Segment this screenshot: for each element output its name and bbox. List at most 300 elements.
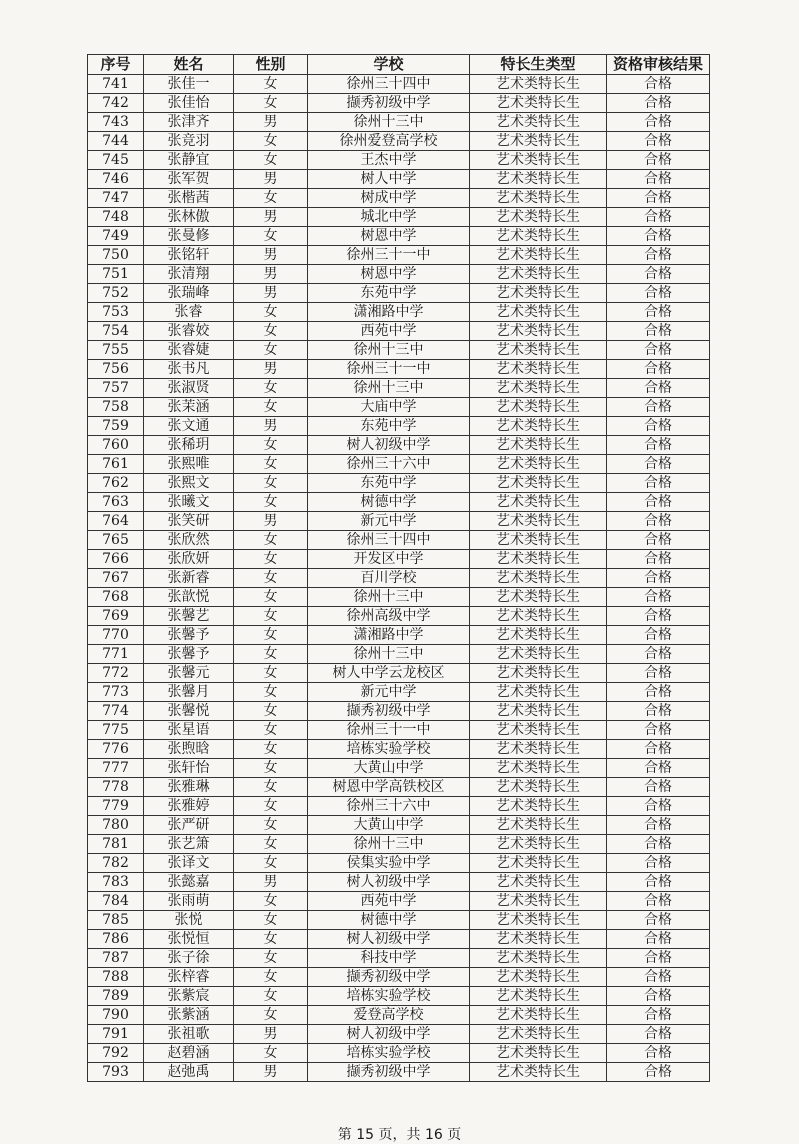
cell-type: 艺术类特长生 <box>470 208 607 227</box>
cell-seq: 777 <box>88 759 144 778</box>
table-row <box>88 455 710 474</box>
table-row <box>88 1006 710 1025</box>
cell-seq: 751 <box>88 265 144 284</box>
cell-name: 张睿姣 <box>144 322 234 341</box>
table-row <box>88 512 710 531</box>
cell-seq: 748 <box>88 208 144 227</box>
table-row <box>88 417 710 436</box>
cell-seq: 768 <box>88 588 144 607</box>
cell-name: 张欣然 <box>144 531 234 550</box>
table-row <box>88 816 710 835</box>
cell-name: 张笑研 <box>144 512 234 531</box>
cell-seq: 792 <box>88 1044 144 1063</box>
cell-gender: 女 <box>234 569 308 588</box>
cell-seq: 789 <box>88 987 144 1006</box>
cell-type: 艺术类特长生 <box>470 987 607 1006</box>
cell-gender: 男 <box>234 1063 308 1082</box>
cell-seq: 776 <box>88 740 144 759</box>
cell-gender: 女 <box>234 892 308 911</box>
cell-gender: 女 <box>234 683 308 702</box>
cell-school: 树恩中学 <box>308 227 470 246</box>
cell-gender: 女 <box>234 398 308 417</box>
cell-school: 徐州十三中 <box>308 835 470 854</box>
cell-type: 艺术类特长生 <box>470 113 607 132</box>
cell-type: 艺术类特长生 <box>470 759 607 778</box>
cell-school: 徐州爱登高学校 <box>308 132 470 151</box>
cell-gender: 女 <box>234 550 308 569</box>
cell-name: 张馨予 <box>144 645 234 664</box>
cell-school: 大黄山中学 <box>308 816 470 835</box>
cell-name: 张馨元 <box>144 664 234 683</box>
cell-result: 合格 <box>607 1063 710 1082</box>
cell-seq: 752 <box>88 284 144 303</box>
cell-name: 张歆悦 <box>144 588 234 607</box>
cell-gender: 女 <box>234 835 308 854</box>
cell-name: 张佳怡 <box>144 94 234 113</box>
cell-gender: 女 <box>234 588 308 607</box>
cell-result: 合格 <box>607 987 710 1006</box>
cell-seq: 775 <box>88 721 144 740</box>
table-row <box>88 797 710 816</box>
cell-gender: 男 <box>234 360 308 379</box>
cell-name: 张雨萌 <box>144 892 234 911</box>
table-row <box>88 626 710 645</box>
cell-gender: 女 <box>234 189 308 208</box>
cell-school: 东苑中学 <box>308 417 470 436</box>
cell-result: 合格 <box>607 303 710 322</box>
cell-gender: 女 <box>234 987 308 1006</box>
cell-name: 张艺箫 <box>144 835 234 854</box>
cell-result: 合格 <box>607 94 710 113</box>
table-row <box>88 949 710 968</box>
table-row <box>88 759 710 778</box>
cell-school: 爱登高学校 <box>308 1006 470 1025</box>
cell-name: 张轩怡 <box>144 759 234 778</box>
cell-name: 张睿 <box>144 303 234 322</box>
cell-gender: 女 <box>234 645 308 664</box>
cell-gender: 女 <box>234 379 308 398</box>
cell-gender: 女 <box>234 75 308 94</box>
cell-school: 潇湘路中学 <box>308 626 470 645</box>
cell-type: 艺术类特长生 <box>470 645 607 664</box>
cell-seq: 756 <box>88 360 144 379</box>
cell-type: 艺术类特长生 <box>470 531 607 550</box>
cell-name: 张楷茜 <box>144 189 234 208</box>
table-row <box>88 721 710 740</box>
cell-result: 合格 <box>607 721 710 740</box>
cell-seq: 778 <box>88 778 144 797</box>
cell-seq: 755 <box>88 341 144 360</box>
cell-name: 张新睿 <box>144 569 234 588</box>
cell-result: 合格 <box>607 322 710 341</box>
cell-type: 艺术类特长生 <box>470 607 607 626</box>
cell-name: 张馨予 <box>144 626 234 645</box>
cell-seq: 769 <box>88 607 144 626</box>
cell-name: 赵碧涵 <box>144 1044 234 1063</box>
cell-school: 树人初级中学 <box>308 436 470 455</box>
cell-type: 艺术类特长生 <box>470 322 607 341</box>
cell-name: 张严研 <box>144 816 234 835</box>
cell-type: 艺术类特长生 <box>470 1044 607 1063</box>
cell-gender: 女 <box>234 854 308 873</box>
cell-type: 艺术类特长生 <box>470 588 607 607</box>
cell-type: 艺术类特长生 <box>470 835 607 854</box>
cell-type: 艺术类特长生 <box>470 664 607 683</box>
cell-name: 张悦 <box>144 911 234 930</box>
cell-gender: 女 <box>234 151 308 170</box>
table-row <box>88 265 710 284</box>
cell-seq: 772 <box>88 664 144 683</box>
table-row <box>88 132 710 151</box>
cell-result: 合格 <box>607 246 710 265</box>
table-row <box>88 493 710 512</box>
cell-school: 徐州十三中 <box>308 588 470 607</box>
cell-gender: 女 <box>234 911 308 930</box>
cell-school: 徐州三十四中 <box>308 531 470 550</box>
cell-name: 张熙唯 <box>144 455 234 474</box>
cell-school: 树人中学 <box>308 170 470 189</box>
cell-type: 艺术类特长生 <box>470 94 607 113</box>
cell-school: 大黄山中学 <box>308 759 470 778</box>
cell-seq: 757 <box>88 379 144 398</box>
cell-school: 树人初级中学 <box>308 1025 470 1044</box>
cell-type: 艺术类特长生 <box>470 911 607 930</box>
cell-type: 艺术类特长生 <box>470 265 607 284</box>
cell-result: 合格 <box>607 873 710 892</box>
cell-gender: 女 <box>234 721 308 740</box>
cell-result: 合格 <box>607 284 710 303</box>
cell-seq: 784 <box>88 892 144 911</box>
table-row <box>88 379 710 398</box>
cell-gender: 女 <box>234 664 308 683</box>
cell-school: 培栋实验学校 <box>308 987 470 1006</box>
cell-seq: 765 <box>88 531 144 550</box>
cell-school: 东苑中学 <box>308 284 470 303</box>
cell-name: 张军贺 <box>144 170 234 189</box>
table-row <box>88 835 710 854</box>
cell-gender: 女 <box>234 626 308 645</box>
cell-gender: 女 <box>234 1044 308 1063</box>
cell-type: 艺术类特长生 <box>470 968 607 987</box>
cell-seq: 790 <box>88 1006 144 1025</box>
table-row <box>88 227 710 246</box>
table-row <box>88 474 710 493</box>
cell-school: 百川学校 <box>308 569 470 588</box>
cell-seq: 781 <box>88 835 144 854</box>
table-row <box>88 303 710 322</box>
cell-school: 培栋实验学校 <box>308 740 470 759</box>
cell-name: 张馨艺 <box>144 607 234 626</box>
cell-result: 合格 <box>607 740 710 759</box>
cell-type: 艺术类特长生 <box>470 360 607 379</box>
cell-seq: 779 <box>88 797 144 816</box>
table-row <box>88 873 710 892</box>
cell-school: 树德中学 <box>308 493 470 512</box>
cell-school: 西苑中学 <box>308 892 470 911</box>
cell-school: 撷秀初级中学 <box>308 94 470 113</box>
cell-result: 合格 <box>607 835 710 854</box>
cell-type: 艺术类特长生 <box>470 702 607 721</box>
cell-school: 撷秀初级中学 <box>308 968 470 987</box>
cell-school: 科技中学 <box>308 949 470 968</box>
cell-type: 艺术类特长生 <box>470 892 607 911</box>
cell-school: 徐州三十六中 <box>308 797 470 816</box>
table-row <box>88 94 710 113</box>
cell-type: 艺术类特长生 <box>470 854 607 873</box>
cell-type: 艺术类特长生 <box>470 436 607 455</box>
cell-gender: 女 <box>234 816 308 835</box>
cell-name: 张懿嘉 <box>144 873 234 892</box>
table-row <box>88 930 710 949</box>
cell-name: 张曼修 <box>144 227 234 246</box>
cell-school: 徐州十三中 <box>308 379 470 398</box>
table-row <box>88 588 710 607</box>
cell-type: 艺术类特长生 <box>470 873 607 892</box>
cell-school: 培栋实验学校 <box>308 1044 470 1063</box>
cell-name: 张梓睿 <box>144 968 234 987</box>
cell-school: 树人初级中学 <box>308 930 470 949</box>
cell-name: 张瑞峰 <box>144 284 234 303</box>
cell-seq: 770 <box>88 626 144 645</box>
cell-type: 艺术类特长生 <box>470 246 607 265</box>
cell-seq: 783 <box>88 873 144 892</box>
cell-result: 合格 <box>607 132 710 151</box>
cell-result: 合格 <box>607 664 710 683</box>
cell-school: 树恩中学高铁校区 <box>308 778 470 797</box>
cell-result: 合格 <box>607 531 710 550</box>
cell-result: 合格 <box>607 512 710 531</box>
cell-name: 张静宜 <box>144 151 234 170</box>
table-row <box>88 607 710 626</box>
cell-result: 合格 <box>607 759 710 778</box>
cell-name: 张曦文 <box>144 493 234 512</box>
table-row <box>88 322 710 341</box>
table-row <box>88 113 710 132</box>
header-name: 姓名 <box>144 55 234 75</box>
cell-result: 合格 <box>607 208 710 227</box>
cell-name: 张祖歌 <box>144 1025 234 1044</box>
cell-result: 合格 <box>607 170 710 189</box>
cell-name: 张睿婕 <box>144 341 234 360</box>
cell-gender: 男 <box>234 417 308 436</box>
cell-type: 艺术类特长生 <box>470 550 607 569</box>
cell-gender: 女 <box>234 227 308 246</box>
cell-name: 张紫宸 <box>144 987 234 1006</box>
table-row <box>88 246 710 265</box>
cell-gender: 男 <box>234 512 308 531</box>
cell-gender: 女 <box>234 930 308 949</box>
table-row <box>88 968 710 987</box>
cell-name: 张稀玥 <box>144 436 234 455</box>
table-row <box>88 1063 710 1082</box>
cell-school: 树德中学 <box>308 911 470 930</box>
cell-name: 张星语 <box>144 721 234 740</box>
cell-result: 合格 <box>607 645 710 664</box>
cell-gender: 女 <box>234 322 308 341</box>
cell-result: 合格 <box>607 189 710 208</box>
cell-name: 张馨月 <box>144 683 234 702</box>
cell-seq: 754 <box>88 322 144 341</box>
cell-result: 合格 <box>607 854 710 873</box>
cell-name: 张悦恒 <box>144 930 234 949</box>
cell-seq: 761 <box>88 455 144 474</box>
cell-gender: 男 <box>234 265 308 284</box>
cell-gender: 女 <box>234 474 308 493</box>
cell-result: 合格 <box>607 474 710 493</box>
table-row <box>88 683 710 702</box>
cell-type: 艺术类特长生 <box>470 1063 607 1082</box>
cell-gender: 女 <box>234 702 308 721</box>
cell-name: 张竞羽 <box>144 132 234 151</box>
cell-name: 张熙文 <box>144 474 234 493</box>
cell-result: 合格 <box>607 816 710 835</box>
header-gender: 性别 <box>234 55 308 75</box>
cell-type: 艺术类特长生 <box>470 569 607 588</box>
table-row <box>88 436 710 455</box>
table-row <box>88 75 710 94</box>
cell-name: 张馨悦 <box>144 702 234 721</box>
cell-seq: 746 <box>88 170 144 189</box>
cell-name: 张雅婷 <box>144 797 234 816</box>
cell-school: 徐州十三中 <box>308 645 470 664</box>
cell-result: 合格 <box>607 360 710 379</box>
cell-type: 艺术类特长生 <box>470 151 607 170</box>
table-row <box>88 569 710 588</box>
cell-result: 合格 <box>607 1044 710 1063</box>
cell-type: 艺术类特长生 <box>470 1006 607 1025</box>
cell-result: 合格 <box>607 493 710 512</box>
cell-result: 合格 <box>607 588 710 607</box>
cell-result: 合格 <box>607 968 710 987</box>
cell-gender: 女 <box>234 493 308 512</box>
cell-type: 艺术类特长生 <box>470 75 607 94</box>
cell-type: 艺术类特长生 <box>470 797 607 816</box>
cell-gender: 男 <box>234 246 308 265</box>
cell-result: 合格 <box>607 455 710 474</box>
table-row <box>88 702 710 721</box>
cell-result: 合格 <box>607 75 710 94</box>
cell-type: 艺术类特长生 <box>470 816 607 835</box>
cell-gender: 男 <box>234 873 308 892</box>
cell-result: 合格 <box>607 151 710 170</box>
cell-seq: 782 <box>88 854 144 873</box>
cell-type: 艺术类特长生 <box>470 379 607 398</box>
table-body <box>88 75 710 1082</box>
cell-school: 徐州十三中 <box>308 341 470 360</box>
table-row <box>88 550 710 569</box>
cell-school: 撷秀初级中学 <box>308 702 470 721</box>
cell-type: 艺术类特长生 <box>470 170 607 189</box>
cell-gender: 男 <box>234 1025 308 1044</box>
table-row <box>88 360 710 379</box>
cell-seq: 767 <box>88 569 144 588</box>
cell-seq: 744 <box>88 132 144 151</box>
header-seq: 序号 <box>88 55 144 75</box>
cell-school: 开发区中学 <box>308 550 470 569</box>
cell-seq: 758 <box>88 398 144 417</box>
cell-type: 艺术类特长生 <box>470 930 607 949</box>
cell-gender: 男 <box>234 170 308 189</box>
cell-type: 艺术类特长生 <box>470 189 607 208</box>
cell-type: 艺术类特长生 <box>470 284 607 303</box>
cell-result: 合格 <box>607 227 710 246</box>
cell-gender: 女 <box>234 607 308 626</box>
table-row <box>88 189 710 208</box>
table-row <box>88 892 710 911</box>
cell-school: 大庙中学 <box>308 398 470 417</box>
cell-type: 艺术类特长生 <box>470 227 607 246</box>
cell-school: 东苑中学 <box>308 474 470 493</box>
cell-type: 艺术类特长生 <box>470 398 607 417</box>
header-school: 学校 <box>308 55 470 75</box>
cell-seq: 766 <box>88 550 144 569</box>
cell-gender: 女 <box>234 341 308 360</box>
cell-type: 艺术类特长生 <box>470 417 607 436</box>
cell-gender: 男 <box>234 208 308 227</box>
table-row <box>88 645 710 664</box>
cell-name: 张译文 <box>144 854 234 873</box>
cell-result: 合格 <box>607 778 710 797</box>
table-row <box>88 664 710 683</box>
cell-name: 张茉涵 <box>144 398 234 417</box>
cell-seq: 760 <box>88 436 144 455</box>
cell-gender: 女 <box>234 740 308 759</box>
cell-type: 艺术类特长生 <box>470 455 607 474</box>
cell-school: 树成中学 <box>308 189 470 208</box>
cell-seq: 745 <box>88 151 144 170</box>
cell-school: 徐州三十一中 <box>308 721 470 740</box>
cell-name: 张林傲 <box>144 208 234 227</box>
cell-school: 城北中学 <box>308 208 470 227</box>
cell-type: 艺术类特长生 <box>470 626 607 645</box>
cell-name: 张淑贤 <box>144 379 234 398</box>
cell-type: 艺术类特长生 <box>470 778 607 797</box>
cell-gender: 女 <box>234 778 308 797</box>
cell-gender: 女 <box>234 797 308 816</box>
cell-result: 合格 <box>607 1006 710 1025</box>
cell-gender: 女 <box>234 949 308 968</box>
cell-school: 王杰中学 <box>308 151 470 170</box>
cell-gender: 女 <box>234 455 308 474</box>
cell-result: 合格 <box>607 892 710 911</box>
table-row <box>88 531 710 550</box>
table-row <box>88 911 710 930</box>
cell-result: 合格 <box>607 797 710 816</box>
cell-gender: 男 <box>234 284 308 303</box>
cell-result: 合格 <box>607 341 710 360</box>
table-row <box>88 778 710 797</box>
cell-result: 合格 <box>607 607 710 626</box>
cell-gender: 女 <box>234 436 308 455</box>
cell-school: 侯集实验中学 <box>308 854 470 873</box>
cell-name: 张清翔 <box>144 265 234 284</box>
table-header-row <box>88 55 710 75</box>
table-row <box>88 854 710 873</box>
cell-name: 张煦晗 <box>144 740 234 759</box>
cell-type: 艺术类特长生 <box>470 341 607 360</box>
table-row <box>88 398 710 417</box>
cell-gender: 女 <box>234 968 308 987</box>
table-row <box>88 151 710 170</box>
cell-seq: 742 <box>88 94 144 113</box>
cell-school: 树恩中学 <box>308 265 470 284</box>
cell-type: 艺术类特长生 <box>470 132 607 151</box>
cell-school: 树人初级中学 <box>308 873 470 892</box>
cell-school: 新元中学 <box>308 683 470 702</box>
cell-result: 合格 <box>607 930 710 949</box>
cell-school: 徐州三十一中 <box>308 246 470 265</box>
table-row <box>88 170 710 189</box>
